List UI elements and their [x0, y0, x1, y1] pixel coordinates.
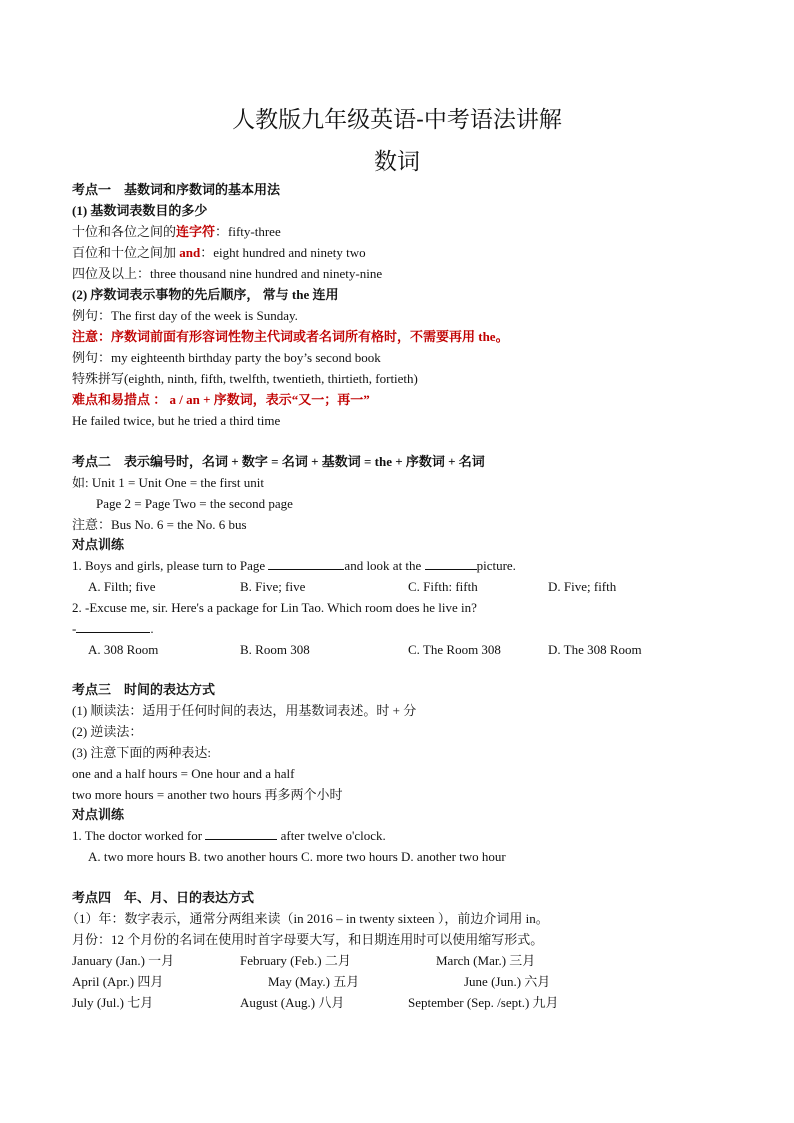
- section-4-year: （1）年：数字表示，通常分两组来读（in 2016 – in twenty sixteen ），前边介词用 in。: [66, 911, 549, 926]
- section-3-line-1: (1) 顺读法：适用于任何时间的表达，用基数词表述。时 + 分: [72, 703, 417, 718]
- section-1-example-3: He failed twice, but he tried a third time: [72, 413, 281, 428]
- answer-blank[interactable]: [268, 557, 344, 570]
- text-segment: ：eight hundred and ninety two: [200, 245, 366, 260]
- answer-blank[interactable]: [76, 620, 150, 633]
- option-d[interactable]: D. The 308 Room: [548, 642, 642, 657]
- section-2-line-2: Page 2 = Page Two = the second page: [96, 496, 293, 511]
- option-a[interactable]: A. 308 Room: [88, 642, 159, 657]
- section-3-line-4: one and a half hours = One hour and a half: [72, 766, 295, 781]
- highlight-text: 连字符: [176, 224, 216, 239]
- option-c[interactable]: C. Fifth: fifth: [408, 579, 478, 594]
- section-3-practice-heading: 对点训练: [72, 807, 125, 822]
- question-2: 2. -Excuse me, sir. Here's a package for Lin Tao. Which room does he live in?: [72, 600, 477, 615]
- section-3-line-5: two more hours = another two hours 再多两个小时: [72, 787, 343, 802]
- month-august: August (Aug.) 八月: [240, 995, 345, 1010]
- question-text: after twelve o'clock.: [277, 828, 386, 843]
- section-3-line-3: (3) 注意下面的两种表达:: [72, 745, 212, 760]
- section-1-line-2: [72, 244, 366, 261]
- section-3-line-2: (2) 逆读法：: [72, 724, 143, 739]
- question-text: picture.: [476, 558, 516, 573]
- option-b[interactable]: B. Five; five: [240, 579, 306, 594]
- highlight-text: and: [179, 245, 201, 260]
- section-1-subheading-1: (1) 基数词表数目的多少: [72, 203, 208, 218]
- month-april: April (Apr.) 四月: [72, 974, 164, 989]
- section-3-heading: 考点三 时间的表达方式: [72, 682, 216, 697]
- section-1-special-spelling: 特殊拼写(eighth, ninth, fifth, twelfth, twentieth, thirtieth, fortieth): [72, 371, 418, 386]
- section-2-line-1: 如: Unit 1 = Unit One = the first unit: [72, 475, 264, 490]
- question-1: [72, 557, 516, 574]
- section-3-options[interactable]: A. two more hours B. two another hours C. more two hours D. another two hour: [88, 849, 506, 864]
- option-a[interactable]: A. Filth; five: [88, 579, 156, 594]
- section-1-note: 注意：序数词前面有形容词性物主代词或者名词所有格时，不需要再用 the。: [72, 329, 509, 344]
- question-text: and look at the: [344, 558, 425, 573]
- question-text: 1. The doctor worked for: [72, 828, 206, 843]
- question-text: 1. Boys and girls, please turn to Page: [72, 558, 269, 573]
- month-january: January (Jan.) 一月: [72, 953, 175, 968]
- option-c[interactable]: C. The Room 308: [408, 642, 501, 657]
- month-march: March (Mar.) 三月: [436, 953, 536, 968]
- text-segment: 百位和十位之间加: [72, 245, 180, 260]
- answer-blank[interactable]: [205, 827, 277, 840]
- option-d[interactable]: D. Five; fifth: [548, 579, 617, 594]
- section-1-subheading-2: (2) 序数词表示事物的先后顺序， 常与 the 连用: [72, 287, 339, 302]
- month-may: May (May.) 五月: [268, 974, 360, 989]
- section-1-difficulty: 难点和易措点 ： a / an + 序数词，表示“又一；再一”: [72, 392, 370, 407]
- section-1-example-1: 例句：The first day of the week is Sunday.: [72, 308, 298, 323]
- section-2-heading: 考点二 表示编号时，名词 + 数字 = 名词 + 基数词 = the + 序数词 + 名词: [72, 454, 485, 469]
- text-segment: 十位和各位之间的: [72, 224, 177, 239]
- option-b[interactable]: B. Room 308: [240, 642, 310, 657]
- section-1-heading: 考点一 基数词和序数词的基本用法: [72, 182, 281, 197]
- document-subtitle: 数词: [374, 149, 420, 175]
- document-title: 人教版九年级英语-中考语法讲解: [232, 107, 562, 133]
- question-2-answer: [72, 620, 154, 637]
- section-4-heading: 考点四 年、月、日的表达方式: [72, 890, 255, 905]
- answer-blank[interactable]: [425, 557, 477, 570]
- month-february: February (Feb.) 二月: [240, 953, 351, 968]
- section-4-months-intro: 月份：12 个月份的名词在使用时首字母要大写，和日期连用时可以使用缩写形式。: [72, 932, 544, 947]
- text-segment: ：fifty-three: [215, 224, 281, 239]
- month-september: September (Sep. /sept.) 九月: [408, 995, 559, 1010]
- section-1-line-1: [72, 223, 281, 240]
- month-july: July (Jul.) 七月: [72, 995, 154, 1010]
- section-1-example-2: 例句：my eighteenth birthday party the boy’s second book: [72, 350, 381, 365]
- section-2-practice-heading: 对点训练: [72, 537, 125, 552]
- section-1-line-3: 四位及以上：three thousand nine hundred and ninety-nine: [72, 266, 383, 281]
- answer-suffix: .: [150, 621, 154, 636]
- section-2-note: 注意：Bus No. 6 = the No. 6 bus: [72, 517, 247, 532]
- month-june: June (Jun.) 六月: [464, 974, 551, 989]
- answer-prefix: -: [72, 621, 77, 636]
- section-3-question-1: [72, 827, 386, 844]
